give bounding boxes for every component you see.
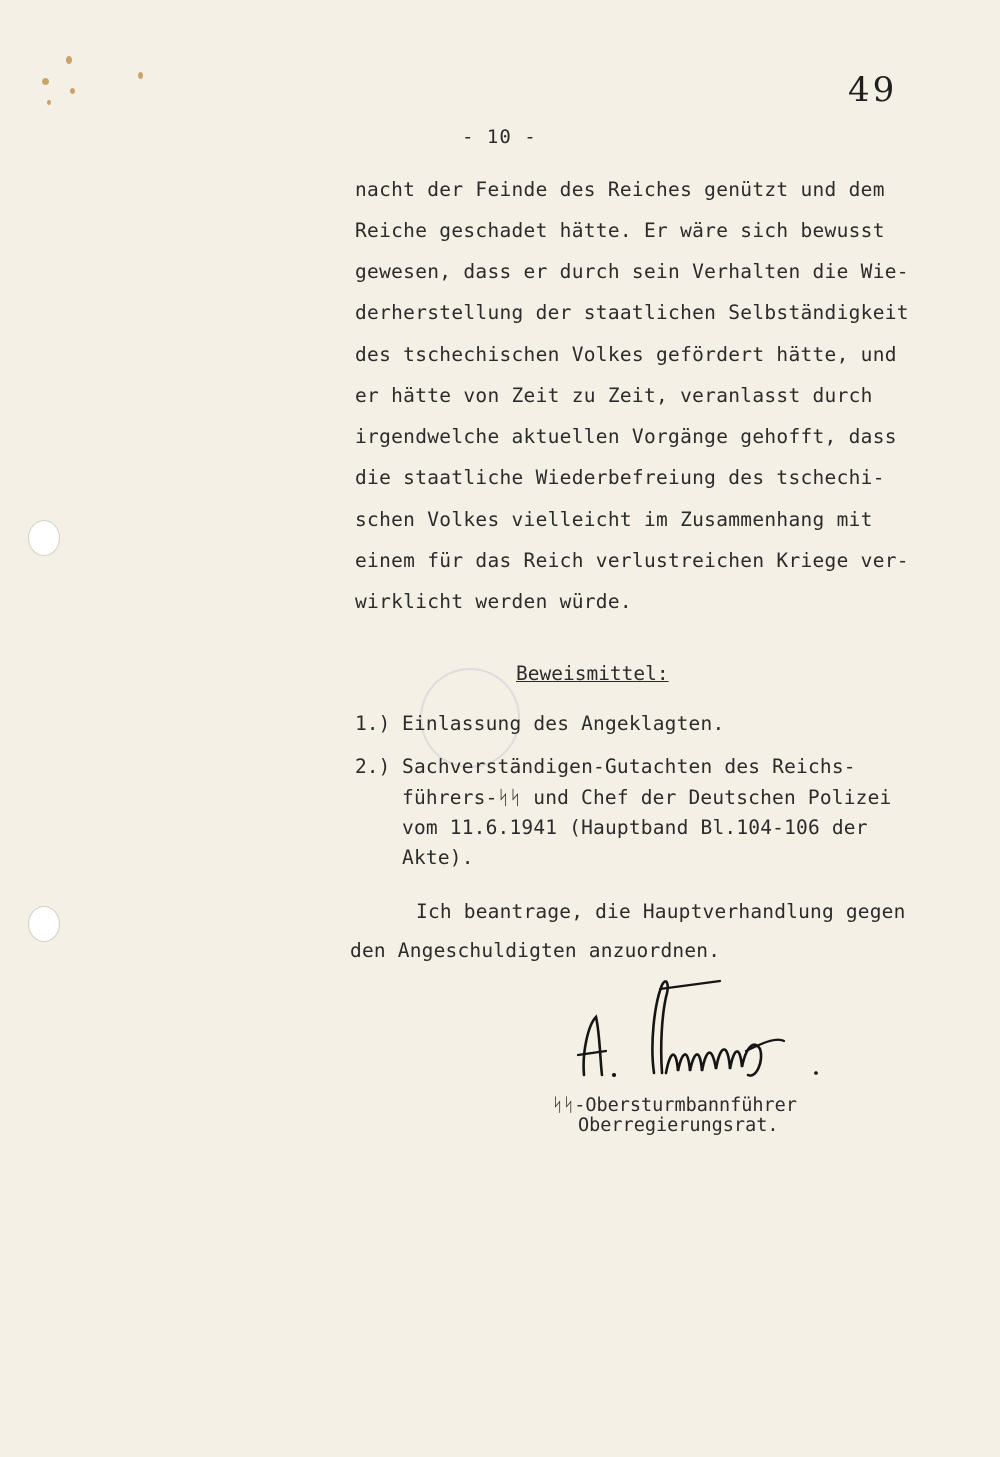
body-text-line: des tschechischen Volkes gefördert hätte, und bbox=[355, 343, 897, 366]
evidence-item-number: 1.) bbox=[355, 712, 391, 735]
punch-hole bbox=[28, 520, 60, 556]
signatory-rank: ᛋᛋ-Obersturmbannführer bbox=[552, 1095, 797, 1116]
page-number: - 10 - bbox=[462, 126, 537, 148]
body-text-line: wirklicht werden würde. bbox=[355, 590, 632, 613]
signatory-title: Oberregierungsrat. bbox=[578, 1115, 779, 1136]
punch-hole bbox=[28, 906, 60, 942]
evidence-item-line: Akte). bbox=[402, 846, 474, 869]
evidence-item-line: vom 11.6.1941 (Hauptband Bl.104-106 der bbox=[402, 816, 868, 839]
body-text-line: irgendwelche aktuellen Vorgänge gehofft, dass bbox=[355, 425, 897, 448]
rust-stain bbox=[66, 56, 72, 64]
body-text-line: derherstellung der staatlichen Selbständigkeit bbox=[355, 301, 909, 324]
evidence-item-line: Sachverständigen-Gutachten des Reichs- bbox=[402, 755, 856, 778]
evidence-item-line: Einlassung des Angeklagten. bbox=[402, 712, 725, 735]
evidence-item-line: führers-ᛋᛋ und Chef der Deutschen Polizei bbox=[402, 786, 892, 809]
evidence-heading: Beweismittel: bbox=[516, 662, 669, 685]
closing-line: Ich beantrage, die Hauptverhandlung gegen bbox=[416, 900, 906, 923]
rust-stain bbox=[138, 72, 143, 79]
body-text-line: er hätte von Zeit zu Zeit, veranlasst durch bbox=[355, 384, 873, 407]
evidence-item-number: 2.) bbox=[355, 755, 391, 778]
body-text-line: die staatliche Wiederbefreiung des tschechi- bbox=[355, 466, 885, 489]
rust-stain bbox=[70, 88, 75, 94]
body-text-line: gewesen, dass er durch sein Verhalten die Wie- bbox=[355, 260, 909, 283]
body-text-line: schen Volkes vielleicht im Zusammenhang mit bbox=[355, 508, 873, 531]
body-text-line: einem für das Reich verlustreichen Kriege ver- bbox=[355, 549, 909, 572]
body-text-line: Reiche geschadet hätte. Er wäre sich bewusst bbox=[355, 219, 885, 242]
body-text-line: nacht der Feinde des Reiches genützt und dem bbox=[355, 178, 885, 201]
folio-number: 49 bbox=[848, 70, 898, 110]
closing-line: den Angeschuldigten anzuordnen. bbox=[350, 939, 721, 962]
rust-stain bbox=[42, 78, 49, 85]
handwritten-signature bbox=[570, 975, 830, 1093]
rust-stain bbox=[47, 100, 51, 105]
